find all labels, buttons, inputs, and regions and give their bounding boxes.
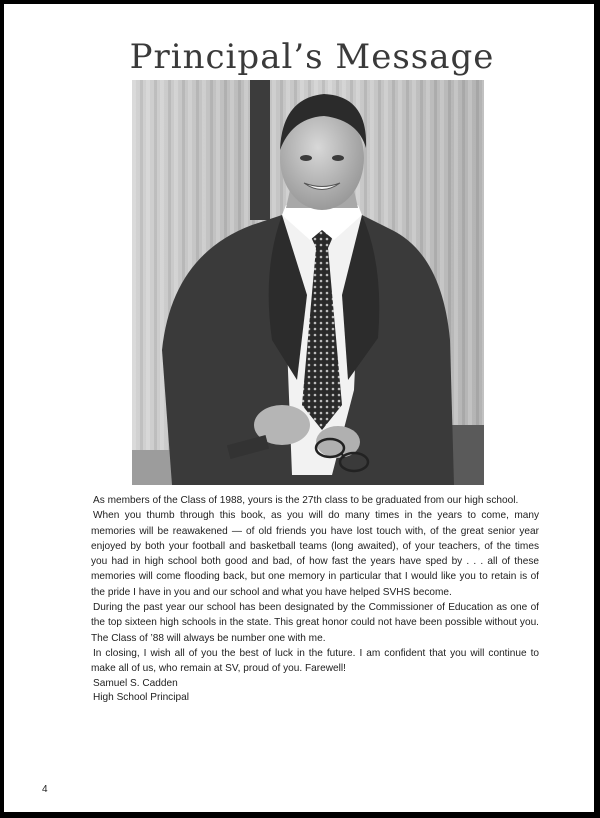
message-paragraph: During the past year our school has been designated by the Commissioner of Education as one of the top sixteen high schools in the state. This great honor could not have been possible without you. The Class of ’88 will always be number one with me. (91, 602, 539, 644)
page-title: Principal’s Message (129, 37, 495, 77)
message-paragraph: In closing, I wish all of you the best of luck in the future. I am confident that you will continue to make all of us, who remain at SV, proud of you. Farewell! (91, 647, 539, 675)
principal-message-text (91, 493, 539, 705)
signature-title: High School Principal (93, 691, 189, 703)
principal-photo (132, 80, 484, 485)
message-paragraph: As members of the Class of 1988, yours is the 27th class to be graduated from our high school. (93, 495, 519, 506)
yearbook-page (4, 4, 596, 812)
page-number: 4 (42, 784, 48, 795)
signature-name: Samuel S. Cadden (93, 677, 178, 689)
message-paragraph: When you thumb through this book, as you will do many times in the years to come, many memories will be reawakened — of old friends you have lost touch with, of the great senior year enjoyed by both your football and basketball teams (long awaited), of your teachers, of the times you had in high school both good and bad, of how fast the years have sped by . . . all of these memories will come flooding back, but one memory in particular that I would like you to retain is of the pride I have in you and our school and what you have helped SVHS become. (91, 510, 539, 598)
principal-portrait-image (132, 80, 484, 485)
